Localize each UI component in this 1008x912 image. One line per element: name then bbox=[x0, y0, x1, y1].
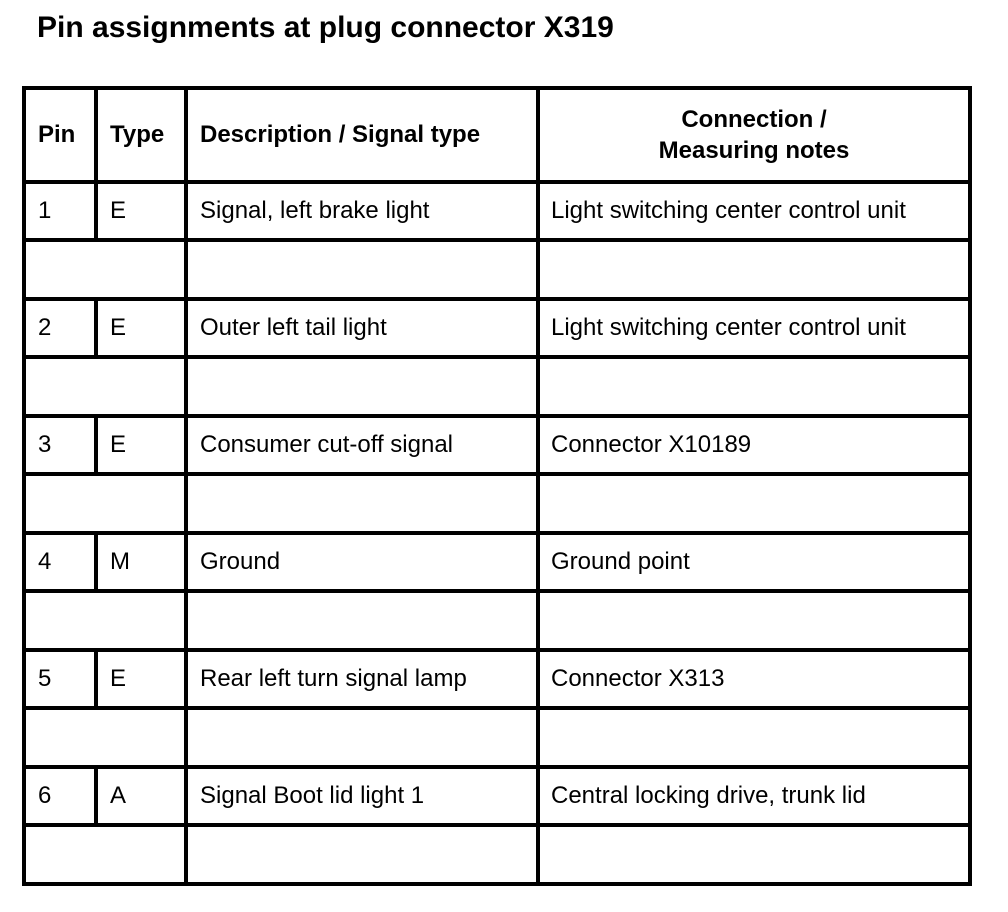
type-cell: E bbox=[94, 418, 184, 472]
table-spacer-row bbox=[26, 823, 968, 882]
pin-cell: 6 bbox=[38, 782, 52, 809]
type-cell: E bbox=[94, 184, 184, 238]
table-spacer-row bbox=[26, 706, 968, 765]
table-row bbox=[26, 765, 968, 823]
table-row bbox=[26, 531, 968, 589]
empty-cell bbox=[536, 359, 968, 414]
empty-cell bbox=[26, 242, 184, 297]
empty-cell bbox=[184, 476, 536, 531]
table-row bbox=[26, 297, 968, 355]
pin-assignment-table bbox=[22, 86, 972, 886]
header-connection-line1: Connection / bbox=[681, 106, 827, 133]
connection-cell: Connector X313 bbox=[536, 652, 968, 706]
empty-cell bbox=[536, 710, 968, 765]
pin-cell: 5 bbox=[38, 665, 52, 692]
empty-cell bbox=[536, 827, 968, 882]
description-cell: Outer left tail light bbox=[184, 301, 536, 355]
header-pin: Pin bbox=[38, 121, 76, 148]
pin-cell: 2 bbox=[38, 314, 52, 341]
pin-cell: 4 bbox=[38, 548, 52, 575]
empty-cell bbox=[536, 593, 968, 648]
table-spacer-row bbox=[26, 472, 968, 531]
empty-cell bbox=[536, 476, 968, 531]
empty-cell bbox=[184, 827, 536, 882]
empty-cell bbox=[26, 476, 184, 531]
table-row bbox=[26, 180, 968, 238]
connection-cell: Central locking drive, trunk lid bbox=[536, 769, 968, 823]
table-spacer-row bbox=[26, 355, 968, 414]
description-cell: Signal Boot lid light 1 bbox=[184, 769, 536, 823]
header-description: Description / Signal type bbox=[184, 90, 536, 180]
description-cell: Consumer cut-off signal bbox=[184, 418, 536, 472]
type-cell: E bbox=[94, 301, 184, 355]
header-connection bbox=[536, 90, 968, 180]
pin-cell: 3 bbox=[38, 431, 52, 458]
empty-cell bbox=[184, 359, 536, 414]
empty-cell bbox=[184, 242, 536, 297]
table-row bbox=[26, 414, 968, 472]
description-cell: Ground bbox=[184, 535, 536, 589]
type-cell: E bbox=[94, 652, 184, 706]
connection-cell: Light switching center control unit bbox=[536, 184, 968, 238]
empty-cell bbox=[184, 710, 536, 765]
empty-cell bbox=[26, 359, 184, 414]
connection-cell: Connector X10189 bbox=[536, 418, 968, 472]
empty-cell bbox=[536, 242, 968, 297]
type-cell: A bbox=[94, 769, 184, 823]
empty-cell bbox=[26, 710, 184, 765]
type-cell: M bbox=[94, 535, 184, 589]
table-row bbox=[26, 648, 968, 706]
table-header-row bbox=[26, 90, 968, 180]
empty-cell bbox=[26, 827, 184, 882]
description-cell: Rear left turn signal lamp bbox=[184, 652, 536, 706]
connection-cell: Light switching center control unit bbox=[536, 301, 968, 355]
table-spacer-row bbox=[26, 238, 968, 297]
table-spacer-row bbox=[26, 589, 968, 648]
connection-cell: Ground point bbox=[536, 535, 968, 589]
description-cell: Signal, left brake light bbox=[184, 184, 536, 238]
empty-cell bbox=[26, 593, 184, 648]
empty-cell bbox=[184, 593, 536, 648]
pin-cell: 1 bbox=[38, 197, 52, 224]
header-connection-line2: Measuring notes bbox=[658, 137, 850, 164]
header-type: Type bbox=[94, 90, 184, 180]
page-title: Pin assignments at plug connector X319 bbox=[37, 11, 614, 44]
